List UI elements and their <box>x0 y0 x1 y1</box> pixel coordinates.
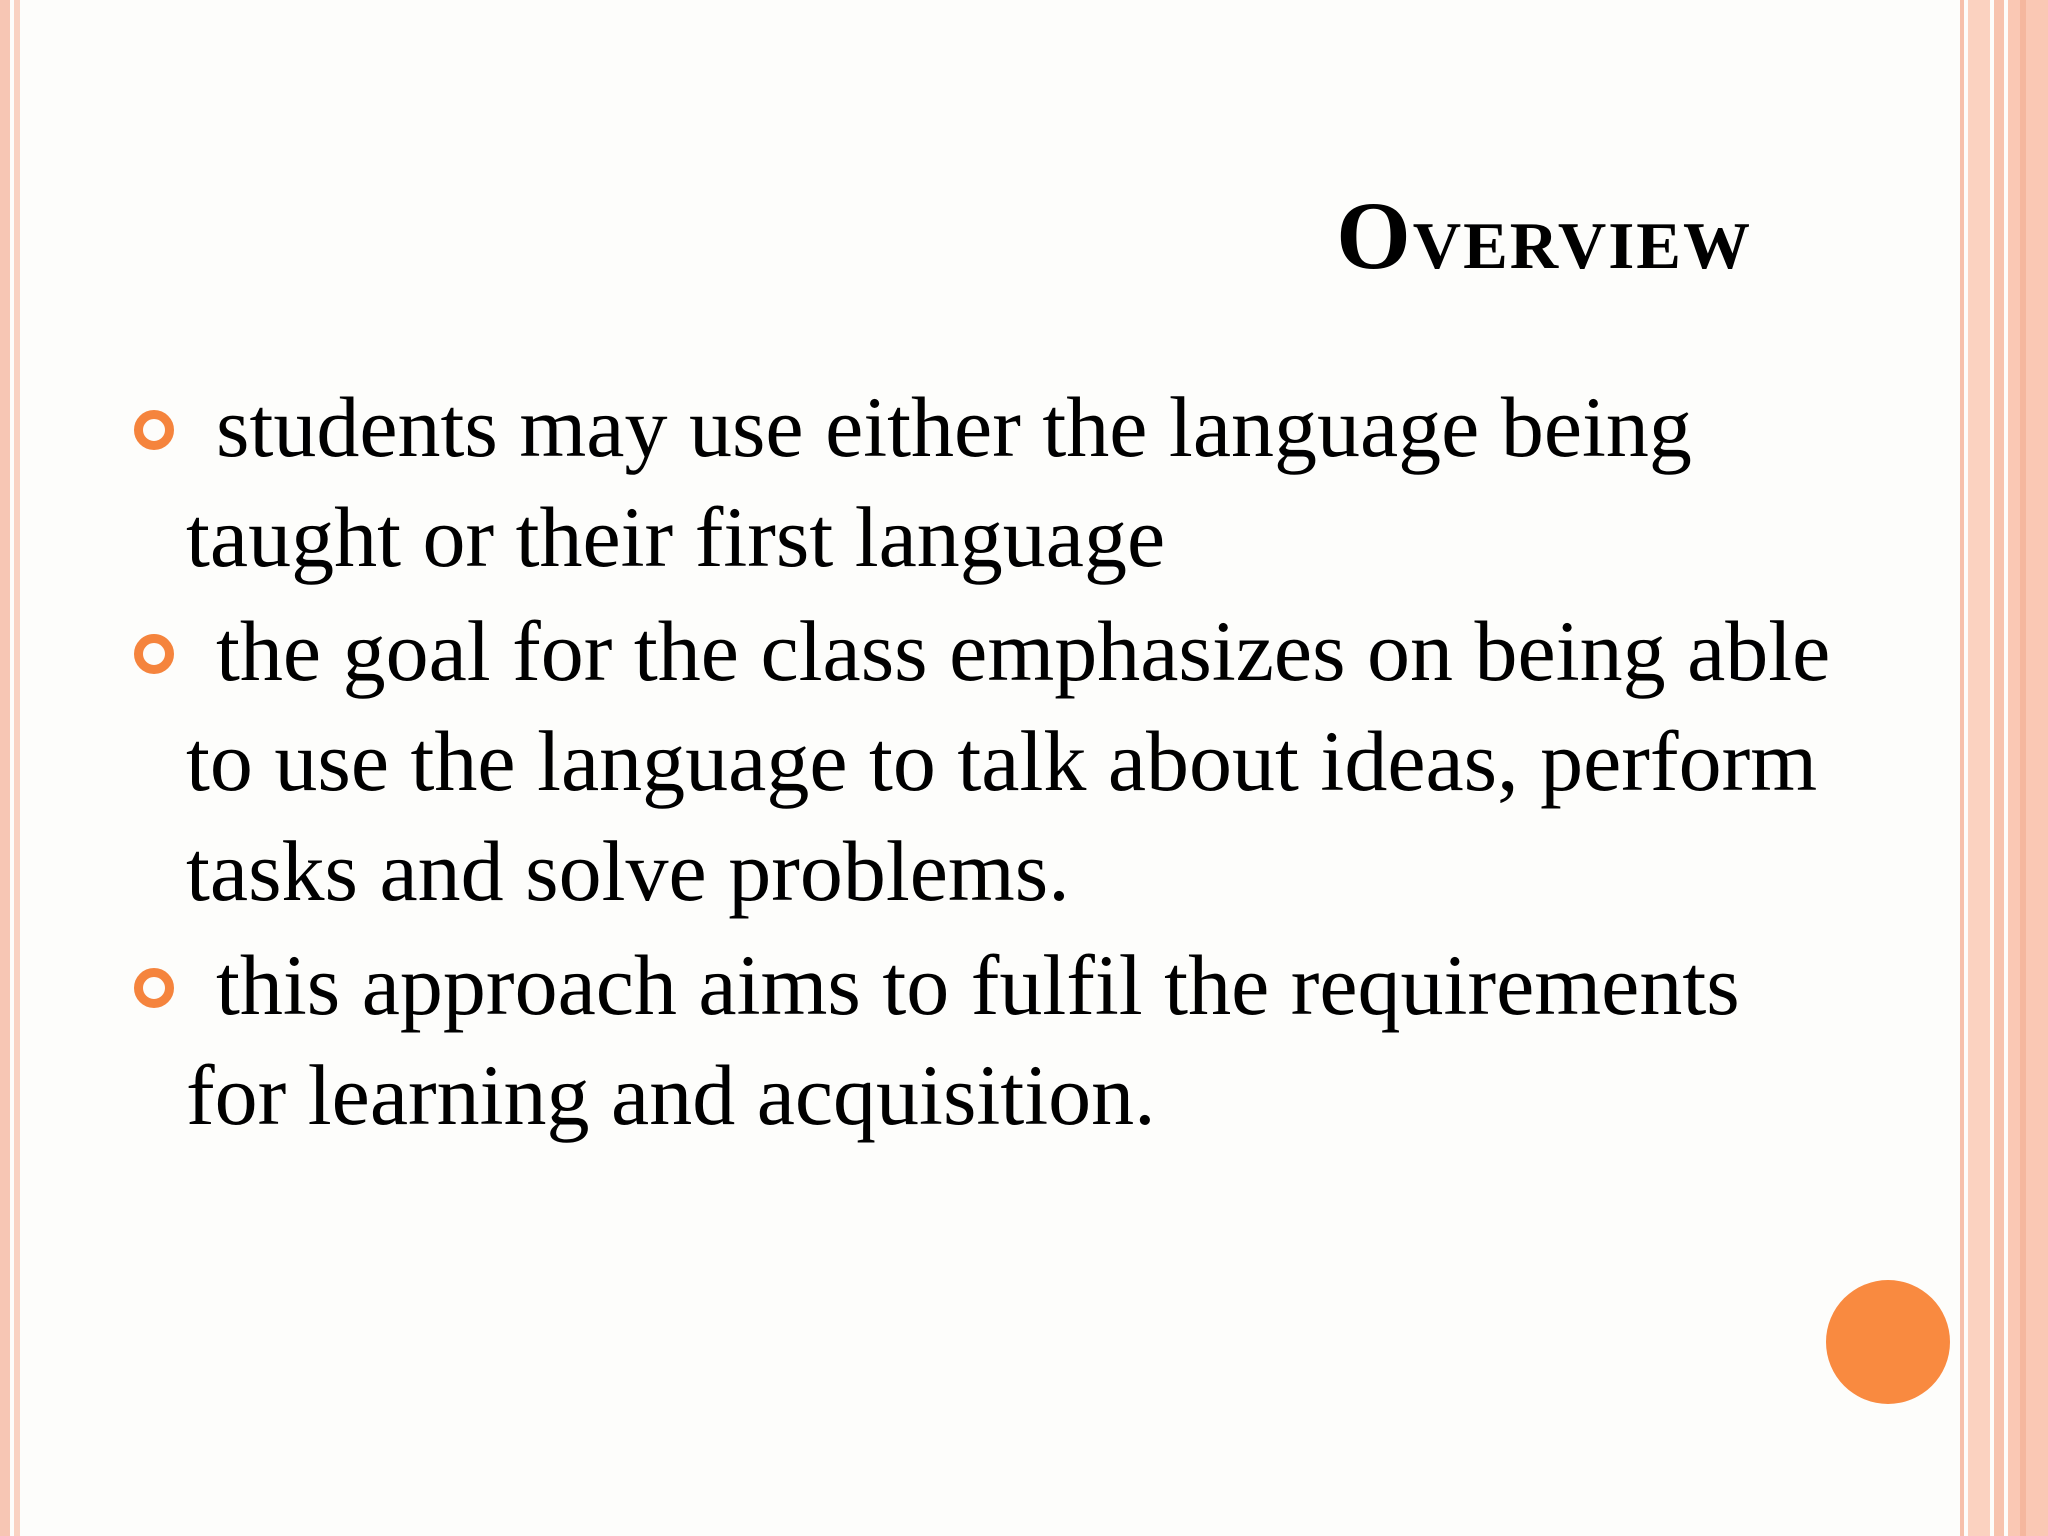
bullet-item <box>0 930 1880 1150</box>
bullet-text: this approach aims to fulfil the requirements for learning and acquisition. <box>186 937 1740 1143</box>
right-border-band <box>1968 0 1990 1536</box>
right-border-line <box>1960 0 1964 1536</box>
bullet-text: the goal for the class emphasizes on being able to use the language to talk about ideas, perform tasks and solve problems. <box>186 603 1831 919</box>
bullet-item <box>0 372 1880 592</box>
orange-circle-icon <box>1826 1280 1950 1404</box>
bullet-list <box>0 372 1880 1154</box>
right-border-band-2 <box>2008 0 2048 1536</box>
right-border-line-3 <box>2020 0 2026 1536</box>
slide-title: Overview <box>1336 182 1752 289</box>
bullet-item <box>0 596 1880 926</box>
right-border-line-2 <box>1994 0 2004 1536</box>
ring-bullet-icon <box>134 634 174 674</box>
bullet-text: students may use either the language being taught or their first language <box>186 379 1692 585</box>
ring-bullet-icon <box>134 410 174 450</box>
ring-bullet-icon <box>134 968 174 1008</box>
